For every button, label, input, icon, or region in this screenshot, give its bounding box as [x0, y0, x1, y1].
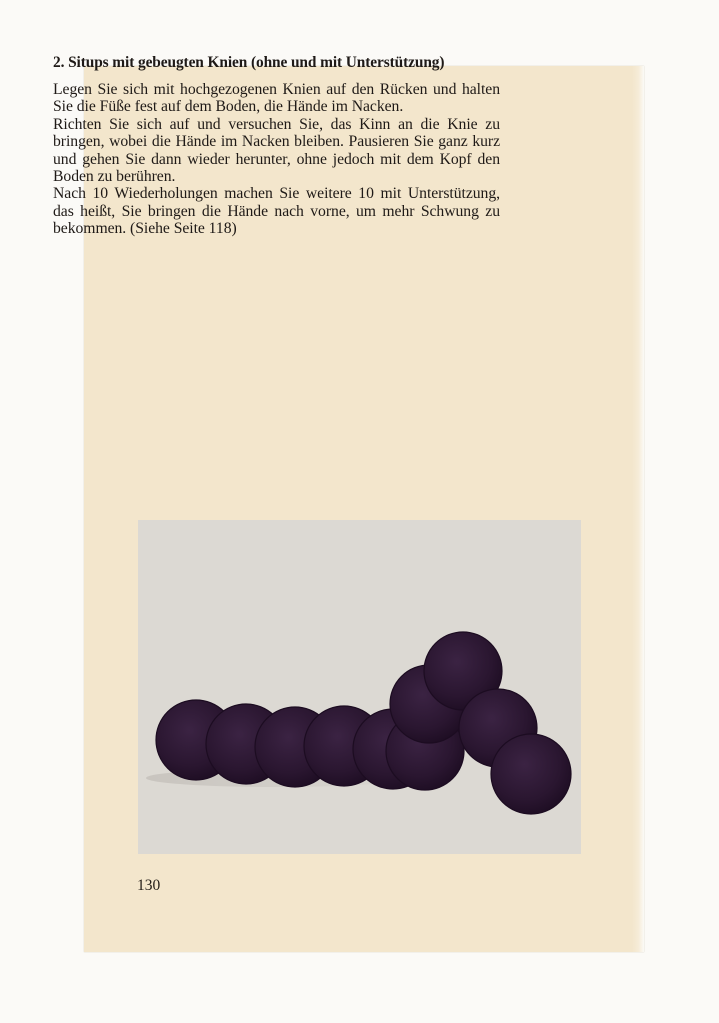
exercise-text-block [53, 54, 500, 238]
disc-10 [491, 734, 571, 814]
instruction-paragraph-1: Legen Sie sich mit hochgezogenen Knien auf den Rücken und halten Sie die Füße fest auf dem Boden, die Hände im Nacken. [53, 81, 500, 116]
instruction-paragraph-3: Nach 10 Wiederholungen machen Sie weitere 10 mit Unterstützung, das heißt, Sie bringen die Hände nach vorne, um mehr Schwung zu bekommen. (Siehe Seite 118) [53, 185, 500, 238]
disc-sequence-illustration [138, 520, 581, 854]
torn-page-edge [632, 66, 644, 952]
instruction-paragraph-2: Richten Sie sich auf und versuchen Sie, das Kinn an die Knie zu bringen, wobei die Hände im Nacken bleiben. Pausieren Sie ganz kurz und gehen Sie dann wieder herunter, ohne jedoch mit dem Kopf den Boden zu berühren. [53, 115, 500, 186]
situp-sequence-photo [138, 520, 581, 854]
page-number: 130 [137, 877, 161, 894]
exercise-heading: 2. Situps mit gebeugten Knien (ohne und mit Unterstützung) [53, 54, 445, 71]
